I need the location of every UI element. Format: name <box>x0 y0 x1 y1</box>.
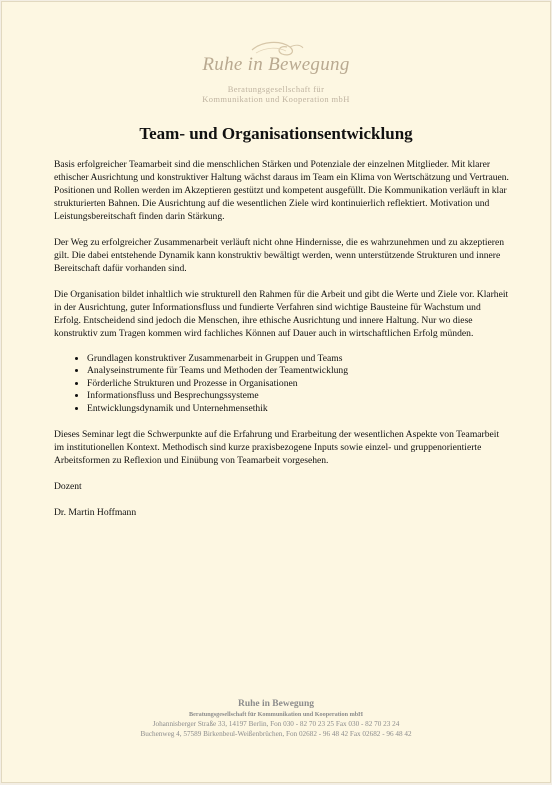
paragraph-1: Basis erfolgreicher Teamarbeit sind die menschlichen Stärken und Potenziale der einzelnen Mitglieder. Mit klarer ethischer Ausrichtung und konstruktiver Haltung wächst daraus im Team ein Klima von Wertschätzung und Vertrauen. Positionen und Rollen werden im Akzeptieren gestützt und kompetent ausgefüllt. Die Kommunikation verläuft in klar strukturierten Bahnen. Die Ausrichtung auf die wesentlichen Ziele wird kontinuierlich reflektiert. Motivation und Leistungsbereitschaft finden darin Stärkung. <box>54 159 509 222</box>
logo-subtitle-line2: Kommunikation und Kooperation mbH <box>202 94 350 104</box>
footer-subtitle: Beratungsgesellschaft für Kommunikation und Kooperation mbH <box>188 711 363 718</box>
list-item: • Grundlagen konstruktiver Zusammenarbeit in Gruppen und Teams <box>87 353 510 365</box>
page-title: Team- und Organisationsentwicklung <box>139 124 413 143</box>
closing-paragraph: Dieses Seminar legt die Schwerpunkte auf die Erfahrung und Erarbeitung der wesentlichen Aspekte von Teamarbeit im institutionellen Kontext. Methodisch sind kurze praxisbezogene Inputs sowie einzel- und gruppenorientierte Arbeitsformen zu Reflexion und Einübung von Teamarbeit vorgesehen. <box>54 429 500 467</box>
footer-title: Ruhe in Bewegung <box>237 699 314 709</box>
paragraph-2: Der Weg zu erfolgreicher Zusammenarbeit verläuft nicht ohne Hindernisse, die es wahrzunehmen und zu akzeptieren gilt. Die dabei entstehende Dynamik kann konstruktiv bewältigt werden, wenn unterstützende Strukturen und innere Bereitschaft dafür vorhanden sind. <box>54 237 505 274</box>
topic-list <box>54 353 510 415</box>
list-item: • Analyseinstrumente für Teams und Methoden der Teamentwicklung <box>87 365 510 377</box>
document-body <box>54 158 510 532</box>
list-item: • Förderliche Strukturen und Prozesse in Organisationen <box>87 378 510 390</box>
company-logo <box>2 36 550 104</box>
lecturer-name: Dr. Martin Hoffmann <box>54 507 137 519</box>
paragraph-3: Die Organisation bildet inhaltlich wie strukturell den Rahmen für die Arbeit und gibt die Werte und Ziele vor. Klarheit in der Ausrichtung, guter Informationsfluss und fundierte Verfahren sind wichtige Bausteine für Wachstum und Erfolg. Entscheidend sind jedoch die Menschen, ihre ethische Ausrichtung und innere Haltung. Nur wo diese konstruktiv zum Tragen kommen wird fachliches Können auf Dauer auch in wirtschaftlichen Erfolg münden. <box>54 289 509 339</box>
list-item: • Entwicklungsdynamik und Unternehmensethik <box>87 403 510 415</box>
logo-title: Ruhe in Bewegung <box>202 54 350 75</box>
footer-address-birkenbeul: Buchenweg 4, 57589 Birkenbeul-Weißenbrüchen, Fon 02682 - 96 48 42 Fax 02682 - 96 48 42 <box>140 730 412 738</box>
footer-address-berlin: Johannisberger Straße 33, 14197 Berlin, Fon 030 - 82 70 23 25 Fax 030 - 82 70 23 24 <box>152 720 400 728</box>
lecturer-label: Dozent <box>54 481 82 493</box>
list-item: • Informationsfluss und Besprechungssysteme <box>87 390 510 402</box>
page-footer <box>2 698 550 739</box>
document-page <box>1 1 551 783</box>
logo-subtitle-line1: Beratungsgesellschaft für <box>227 84 325 94</box>
